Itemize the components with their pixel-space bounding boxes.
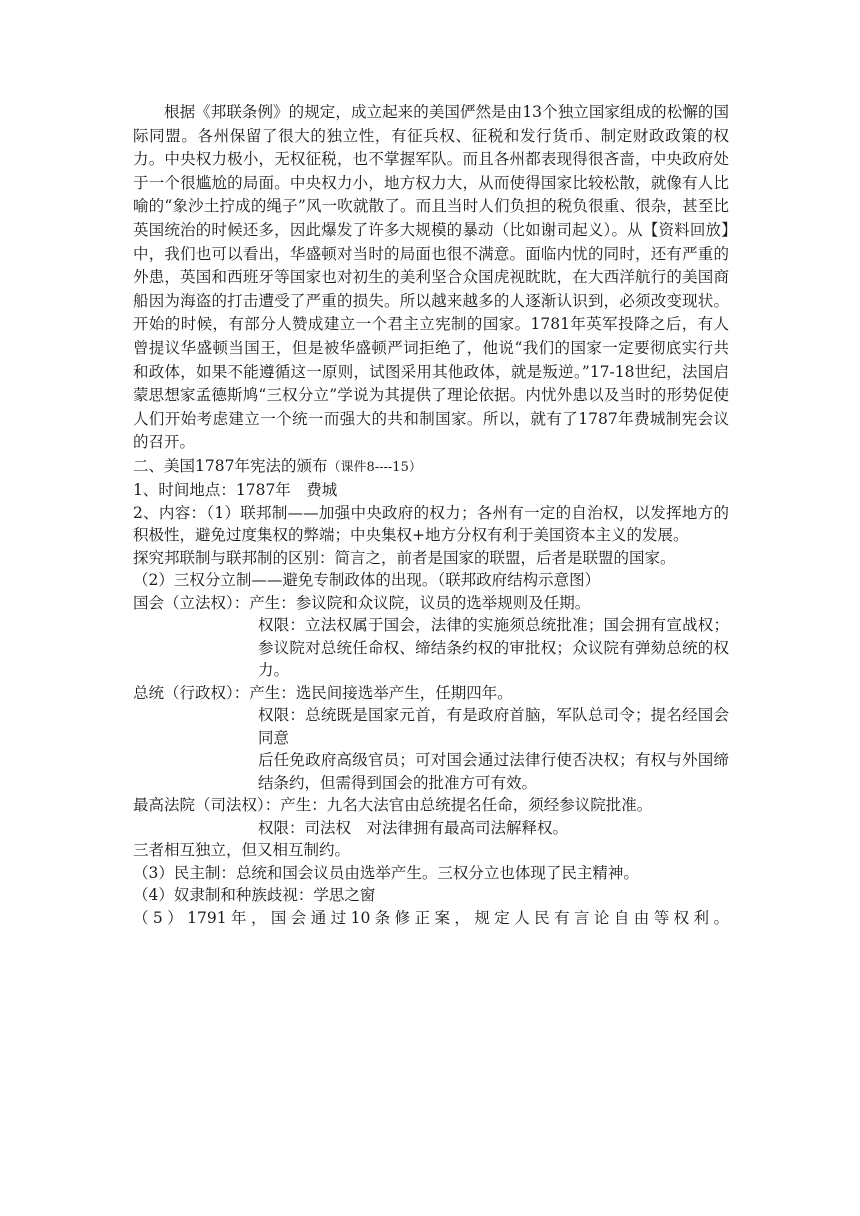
president-origin: 产生：选民间接选举产生，任期四年。 bbox=[249, 683, 513, 702]
democracy-line: （3）民主制：总统和国会议员由选举产生。三权分立也体现了民主精神。 bbox=[133, 863, 639, 882]
congress-origin-row bbox=[133, 592, 729, 615]
president-label: 总统（行政权）： bbox=[133, 683, 250, 702]
slavery-line: （4）奴隶制和种族歧视：学思之窗 bbox=[133, 886, 376, 905]
time-place-line: 1、时间地点：1787年 费城 bbox=[133, 481, 338, 500]
mutual-check-line: 三者相互独立，但又相互制约。 bbox=[133, 841, 351, 860]
president-powers-1: 权限：总统既是国家元首，有是政府首脑，军队总司令；提名经国会同意 bbox=[258, 706, 729, 747]
congress-powers: 权限：立法权属于国会，法律的实施须总统批准；国会拥有宣战权；参议院对总统任命权、缔结条约权的审批权；众议院有弹劾总统的权力。 bbox=[258, 616, 729, 680]
document-page bbox=[133, 101, 729, 929]
congress-origin: 产生：参议院和众议院，议员的选举规则及任期。 bbox=[249, 593, 591, 612]
congress-label: 国会（立法权）： bbox=[133, 593, 250, 612]
court-origin-row bbox=[133, 794, 729, 817]
court-powers: 权限：司法权 对法律拥有最高司法解释权。 bbox=[258, 818, 569, 837]
separation-of-powers-heading: （2）三权分立制——避免专制政体的出现。（联邦政府结构示意图） bbox=[133, 571, 601, 590]
president-powers-2: 后任免政府高级官员；可对国会通过法律行使否决权；有权与外国缔结条约，但需得到国会的批准方可有效。 bbox=[258, 751, 729, 792]
intro-paragraph: 根据《邦联条例》的规定，成立起来的美国俨然是由13个独立国家组成的松懈的国际同盟。各州保留了很大的独立性，有征兵权、征税和发行货币、制定财政政策的权力。中央权力极小，无权征税，也不掌握军队。而且各州都表现得很吝啬，中央政府处于一个很尴尬的局面。中央权力小，地方权力大，从而使得国家比较松散，就像有人比喻的“象沙土拧成的绳子”风一吹就散了。而且当时人们负担的税负很重、很杂，甚至比英国统治的时候还多，因此爆发了许多大规模的暴动（比如谢司起义）。从【资料回放】中，我们也可以看出，华盛顿对当时的局面也很不满意。面临内忧的同时，还有严重的外患，英国和西班牙等国家也对初生的美利坚合众国虎视眈眈，在大西洋航行的美国商船因为海盗的打击遭受了严重的损失。所以越来越多的人逐渐认识到，必须改变现状。开始的时候，有部分人赞成建立一个君主立宪制的国家。1781年英军投降之后，有人曾提议华盛顿当国王，但是被华盛顿严词拒绝了，他说“我们的国家一定要彻底实行共和政体，如果不能遵循这一原则，试图采用其他政体，就是叛逆。”17-18世纪，法国启蒙思想家孟德斯鸠“三权分立”学说为其提供了理论依据。内忧外患以及当时的形势促使人们开始考虑建立一个统一而强大的共和制国家。所以，就有了1787年费城制宪会议的召开。 bbox=[133, 103, 729, 452]
amendments-line: （5）1791年，国会通过10条修正案，规定人民有言论自由等权利。 bbox=[133, 908, 729, 927]
president-origin-row bbox=[133, 682, 729, 705]
section-heading bbox=[133, 455, 729, 480]
court-origin: 产生：九名大法官由总统提名任命，须经参议院批准。 bbox=[280, 796, 653, 815]
court-label: 最高法院（司法权）： bbox=[133, 796, 281, 815]
section-heading-text: 二、美国1787年宪法的颁布 bbox=[133, 456, 328, 475]
federal-system-paragraph: 2、内容：（1）联邦制——加强中央政府的权力；各州有一定的自治权，以发挥地方的积极性，避免过度集权的弊端；中央集权+地方分权有利于美国资本主义的发展。 bbox=[133, 503, 729, 545]
section-heading-note: （课件8----15） bbox=[327, 459, 422, 475]
explore-note: 探究邦联制与联邦制的区别：简言之，前者是国家的联盟，后者是联盟的国家。 bbox=[133, 548, 676, 567]
